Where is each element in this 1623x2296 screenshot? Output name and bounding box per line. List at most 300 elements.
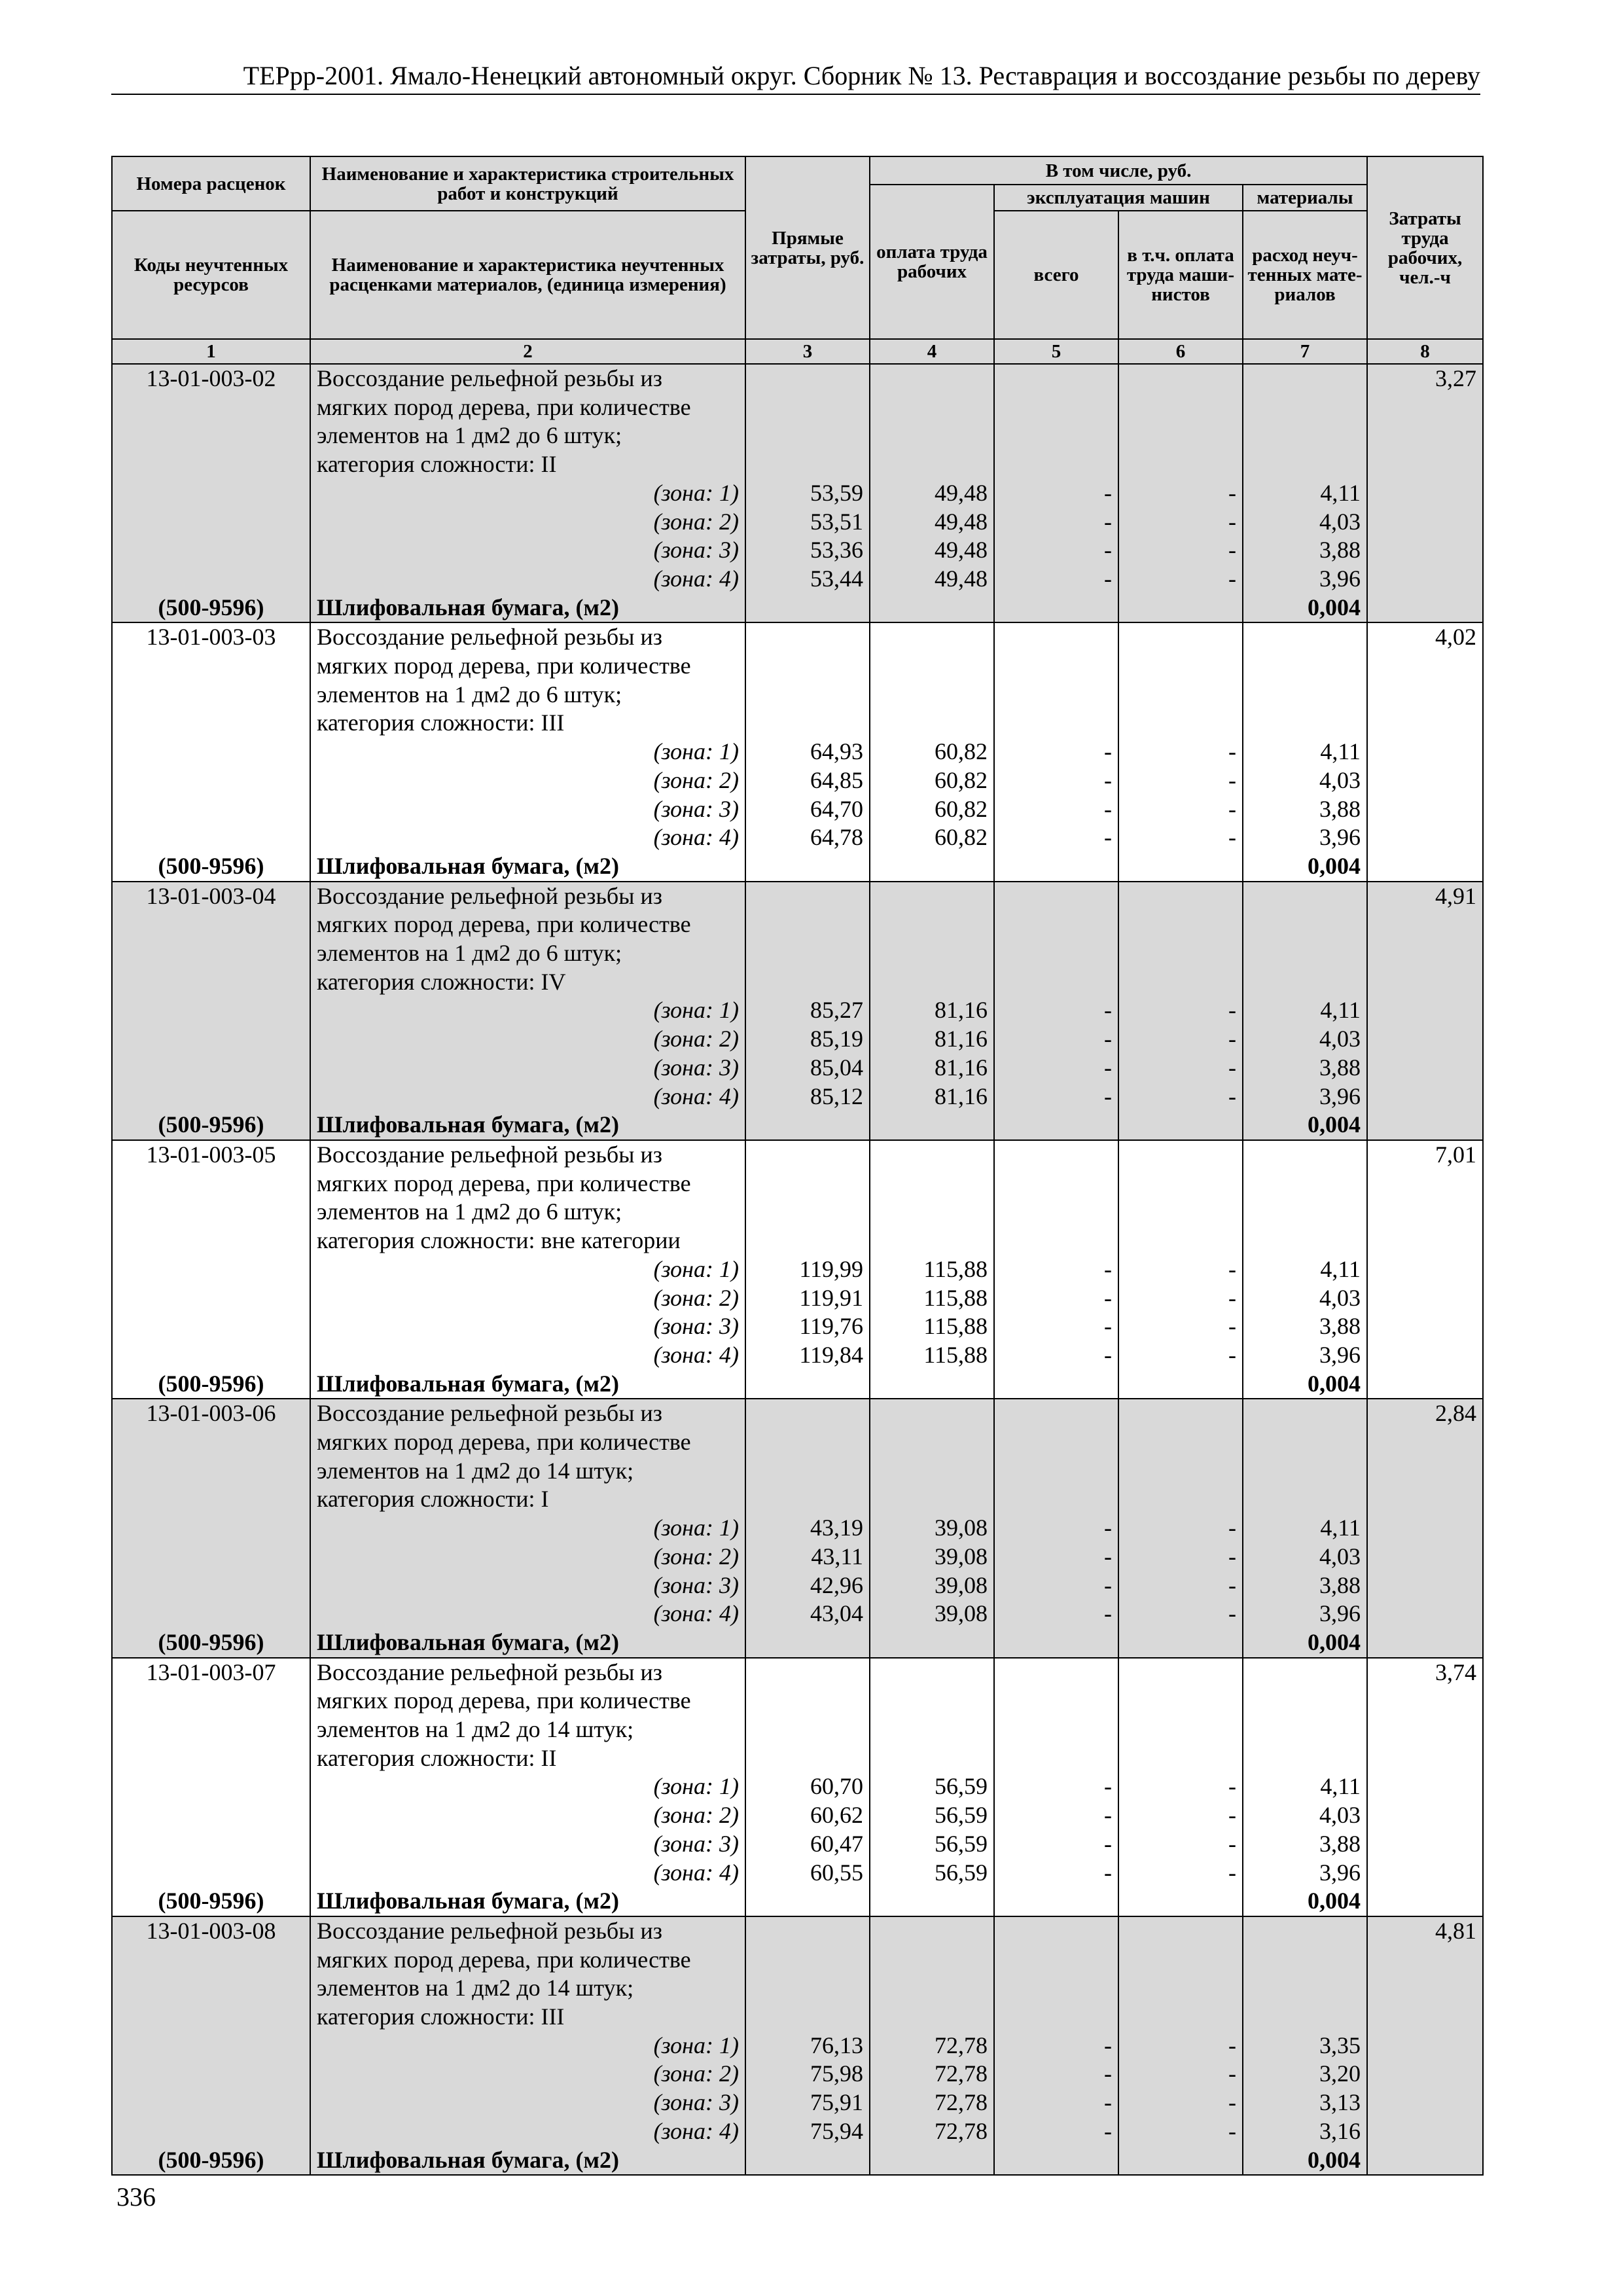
materials-value: 3,96: [1319, 824, 1361, 851]
description-line: элементов на 1 дм2 до 6 штук;: [317, 940, 622, 967]
machines-value: -: [1104, 1054, 1112, 1081]
machinist-wages-value: -: [1228, 795, 1236, 822]
direct-cost-cell: [745, 1140, 870, 1399]
machinist-wages-value: -: [1228, 2117, 1236, 2144]
zone-label: (зона: 1): [653, 479, 739, 506]
blank-line: [876, 1659, 988, 1687]
description-line: элементов на 1 дм2 до 14 штук;: [317, 1716, 634, 1743]
materials-value: 4,03: [1319, 508, 1361, 535]
blank-line: [118, 479, 304, 508]
blank-line: [752, 709, 863, 738]
materials-value: 3,96: [1319, 1341, 1361, 1368]
description-line: мягких пород дерева, при количестве: [317, 653, 691, 679]
zone-label: (зона: 1): [653, 997, 739, 1024]
materials-value: 3,88: [1319, 1571, 1361, 1598]
labor-value: 3,27: [1435, 365, 1477, 391]
blank-line: [1001, 1457, 1112, 1486]
resource-name: Шлифовальная бумага, (м2): [317, 1370, 619, 1397]
blank-line: [1001, 1744, 1112, 1773]
blank-line: [118, 652, 304, 681]
labor-value: 4,91: [1435, 882, 1477, 909]
zone-label: (зона: 1): [653, 1255, 739, 1282]
blank-line: [876, 910, 988, 939]
blank-line: [118, 1284, 304, 1313]
blank-line: [118, 565, 304, 594]
resource-name: Шлифовальная бумага, (м2): [317, 2146, 619, 2173]
blank-line: [752, 365, 863, 393]
blank-line: [752, 1659, 863, 1687]
wages-cell: [870, 1658, 994, 1916]
labor-value: 2,84: [1435, 1400, 1477, 1427]
direct-cost: 75,98: [810, 2060, 863, 2087]
description-line: категория сложности: I: [317, 1486, 549, 1513]
description-line: Воссоздание рельефной резьбы из: [317, 624, 662, 651]
blank-line: [876, 882, 988, 911]
blank-line: [1001, 1141, 1112, 1170]
blank-line: [1125, 1399, 1236, 1428]
zone-label: (зона: 2): [653, 1543, 739, 1570]
description-line: категория сложности: II: [317, 1744, 557, 1771]
blank-line: [118, 1457, 304, 1486]
materials-value: 4,11: [1320, 738, 1361, 765]
blank-line: [1249, 2003, 1361, 2032]
direct-cost: 85,12: [810, 1083, 863, 1109]
code-cell: [112, 622, 310, 881]
blank-line: [118, 968, 304, 997]
wages-value: 49,48: [935, 508, 988, 535]
blank-line: [876, 422, 988, 450]
machines-value: -: [1104, 1830, 1112, 1857]
zone-label: (зона: 1): [653, 2032, 739, 2058]
blank-line: [876, 681, 988, 709]
wages-value: 72,78: [935, 2089, 988, 2116]
machines-cell: [994, 882, 1118, 1140]
wages-value: 49,48: [935, 565, 988, 592]
labor-value: 3,74: [1435, 1659, 1477, 1685]
description-line: элементов на 1 дм2 до 6 штук;: [317, 681, 622, 708]
resource-code: (500-9596): [158, 1111, 264, 1138]
column-number: 3: [745, 339, 870, 364]
machines-value: -: [1104, 1600, 1112, 1627]
materials-header: материалы: [1243, 185, 1367, 211]
machines-value: -: [1104, 2060, 1112, 2087]
resource-code: (500-9596): [158, 1888, 264, 1914]
code-cell: [112, 1399, 310, 1657]
blank-line: [118, 1198, 304, 1227]
zone-label: (зона: 2): [653, 1284, 739, 1311]
blank-line: [118, 1428, 304, 1457]
price-table: [111, 156, 1484, 2176]
col5-header: всего: [994, 211, 1118, 339]
table-body: [112, 364, 1483, 2175]
blank-line: [752, 882, 863, 911]
blank-line: [1125, 1687, 1236, 1715]
blank-line: [1125, 1659, 1236, 1687]
blank-line: [1125, 1170, 1236, 1198]
labor-cell: [1367, 1916, 1483, 2175]
zone-label: (зона: 1): [653, 1515, 739, 1541]
wages-value: 115,88: [923, 1341, 988, 1368]
labor-cell: [1367, 1140, 1483, 1399]
blank-line: [118, 738, 304, 766]
blank-line: [1001, 450, 1112, 479]
rate-code: 13-01-003-07: [146, 1659, 276, 1685]
blank-line: [1125, 1457, 1236, 1486]
direct-cost: 64,78: [810, 824, 863, 851]
description-line: Воссоздание рельефной резьбы из: [317, 882, 662, 909]
description-line: категория сложности: II: [317, 451, 557, 478]
machinist-wages-value: -: [1228, 1600, 1236, 1627]
machinist-wages-value: -: [1228, 479, 1236, 506]
direct-cost: 60,47: [810, 1830, 863, 1857]
blank-line: [876, 1198, 988, 1227]
zone-label: (зона: 4): [653, 1859, 739, 1886]
blank-line: [1125, 450, 1236, 479]
blank-line: [876, 1141, 988, 1170]
blank-line: [1001, 1659, 1112, 1687]
blank-line: [1001, 1198, 1112, 1227]
wages-cell: [870, 882, 994, 1140]
machinist-wages-value: -: [1228, 1026, 1236, 1052]
description-line: мягких пород дерева, при количестве: [317, 1429, 691, 1456]
blank-line: [1125, 882, 1236, 911]
wages-value: 39,08: [935, 1600, 988, 1627]
direct-cost: 42,96: [810, 1571, 863, 1598]
direct-cost: 75,91: [810, 2089, 863, 2116]
wages-value: 49,48: [935, 479, 988, 506]
blank-line: [1125, 1227, 1236, 1255]
wages-value: 81,16: [935, 1026, 988, 1052]
blank-line: [1001, 968, 1112, 997]
machinist-wages-value: -: [1228, 1802, 1236, 1829]
blank-line: [1001, 1687, 1112, 1715]
resource-name: Шлифовальная бумага, (м2): [317, 852, 619, 879]
blank-line: [118, 1801, 304, 1830]
resource-code: (500-9596): [158, 852, 264, 879]
col2-bottom-header: Наименование и характеристика неучтенных расценками материалов, (единица измерения): [310, 211, 745, 339]
wages-value: 60,82: [935, 824, 988, 851]
blank-line: [1249, 1457, 1361, 1486]
materials-value: 3,88: [1319, 537, 1361, 564]
wages-value: 60,82: [935, 766, 988, 793]
direct-cost: 60,70: [810, 1773, 863, 1800]
blank-line: [752, 1428, 863, 1457]
blank-line: [118, 450, 304, 479]
blank-line: [752, 1687, 863, 1715]
labor-cell: [1367, 882, 1483, 1140]
machinist-wages-value: -: [1228, 537, 1236, 564]
resource-consumption: 0,004: [1308, 1111, 1361, 1138]
blank-line: [118, 823, 304, 852]
description-line: Воссоздание рельефной резьбы из: [317, 1659, 662, 1685]
direct-cost: 85,04: [810, 1054, 863, 1081]
blank-line: [752, 1227, 863, 1255]
description-cell: [310, 1399, 745, 1657]
description-line: мягких пород дерева, при количестве: [317, 393, 691, 420]
rate-code: 13-01-003-08: [146, 1917, 276, 1944]
resource-name: Шлифовальная бумага, (м2): [317, 1628, 619, 1655]
materials-value: 3,88: [1319, 1313, 1361, 1340]
blank-line: [1249, 1744, 1361, 1773]
description-line: мягких пород дерева, при количестве: [317, 1687, 691, 1714]
description-cell: [310, 882, 745, 1140]
rate-row: [112, 1658, 1483, 1916]
machinist-wages-cell: [1118, 1399, 1243, 1657]
machinist-wages-value: -: [1228, 1341, 1236, 1368]
zone-label: (зона: 4): [653, 1600, 739, 1627]
blank-line: [1249, 709, 1361, 738]
labor-cell: [1367, 1399, 1483, 1657]
machines-header: эксплуатация машин: [994, 185, 1243, 211]
wages-value: 72,78: [935, 2117, 988, 2144]
blank-line: [1001, 1428, 1112, 1457]
resource-consumption: 0,004: [1308, 1370, 1361, 1397]
blank-line: [752, 1457, 863, 1486]
direct-cost: 76,13: [810, 2032, 863, 2058]
blank-line: [1001, 1170, 1112, 1198]
resource-code: (500-9596): [158, 1370, 264, 1397]
direct-cost: 119,76: [799, 1313, 863, 1340]
wages-value: 115,88: [923, 1313, 988, 1340]
blank-line: [1001, 1974, 1112, 2003]
rate-code: 13-01-003-03: [146, 624, 276, 651]
machines-cell: [994, 1140, 1118, 1399]
materials-value: 3,96: [1319, 565, 1361, 592]
machines-value: -: [1104, 997, 1112, 1024]
blank-line: [876, 1946, 988, 1975]
wages-cell: [870, 1399, 994, 1657]
blank-line: [1125, 1974, 1236, 2003]
blank-line: [118, 766, 304, 795]
materials-cell: [1243, 364, 1367, 622]
blank-line: [118, 393, 304, 422]
machinist-wages-value: -: [1228, 1083, 1236, 1109]
blank-line: [1125, 1485, 1236, 1514]
blank-line: [1001, 623, 1112, 652]
blank-line: [1125, 2003, 1236, 2032]
direct-cost: 119,99: [799, 1255, 863, 1282]
blank-line: [1249, 623, 1361, 652]
wages-value: 60,82: [935, 795, 988, 822]
blank-line: [118, 1974, 304, 2003]
resource-name: Шлифовальная бумага, (м2): [317, 594, 619, 620]
machinist-wages-cell: [1118, 1658, 1243, 1916]
description-line: мягких пород дерева, при количестве: [317, 1170, 691, 1196]
machines-value: -: [1104, 1515, 1112, 1541]
blank-line: [118, 681, 304, 709]
materials-value: 3,16: [1319, 2117, 1361, 2144]
materials-value: 3,20: [1319, 2060, 1361, 2087]
blank-line: [876, 1227, 988, 1255]
rate-code: 13-01-003-02: [146, 365, 276, 391]
page-header: ТЕРрр-2001. Ямало-Ненецкий автономный округ. Сборник № 13. Реставрация и воссоздание резьбы по дереву: [243, 61, 1480, 90]
description-cell: [310, 364, 745, 622]
direct-cost: 119,91: [799, 1284, 863, 1311]
blank-line: [876, 709, 988, 738]
blank-line: [1001, 652, 1112, 681]
blank-line: [752, 939, 863, 968]
materials-value: 3,96: [1319, 1600, 1361, 1627]
wages-value: 49,48: [935, 537, 988, 564]
blank-line: [1001, 393, 1112, 422]
zone-label: (зона: 1): [653, 738, 739, 765]
machines-value: -: [1104, 2089, 1112, 2116]
resource-code: (500-9596): [158, 594, 264, 620]
blank-line: [1249, 1141, 1361, 1170]
blank-line: [118, 2060, 304, 2089]
materials-value: 3,88: [1319, 795, 1361, 822]
resource-consumption: 0,004: [1308, 594, 1361, 620]
column-number: 8: [1367, 339, 1483, 364]
materials-value: 3,96: [1319, 1083, 1361, 1109]
wages-value: 56,59: [935, 1802, 988, 1829]
blank-line: [1001, 1917, 1112, 1946]
direct-cost: 43,19: [810, 1515, 863, 1541]
blank-line: [752, 1715, 863, 1744]
machines-value: -: [1104, 537, 1112, 564]
resource-code: (500-9596): [158, 2146, 264, 2173]
page-number: 336: [116, 2182, 156, 2212]
machinist-wages-value: -: [1228, 1313, 1236, 1340]
blank-line: [1125, 623, 1236, 652]
blank-line: [876, 1687, 988, 1715]
blank-line: [752, 1946, 863, 1975]
resource-name: Шлифовальная бумага, (м2): [317, 1888, 619, 1914]
wages-value: 56,59: [935, 1859, 988, 1886]
blank-line: [1001, 910, 1112, 939]
resource-consumption: 0,004: [1308, 1888, 1361, 1914]
col2-top-header: Наименование и характеристика строительных работ и конструкций: [310, 156, 745, 211]
rate-row: [112, 364, 1483, 622]
description-line: Воссоздание рельефной резьбы из: [317, 1400, 662, 1427]
direct-cost-cell: [745, 364, 870, 622]
materials-cell: [1243, 1916, 1367, 2175]
description-line: мягких пород дерева, при количестве: [317, 1946, 691, 1973]
blank-line: [752, 1485, 863, 1514]
column-number: 6: [1118, 339, 1243, 364]
materials-value: 3,13: [1319, 2089, 1361, 2116]
blank-line: [1125, 1917, 1236, 1946]
machinist-wages-value: -: [1228, 1543, 1236, 1570]
blank-line: [1249, 422, 1361, 450]
blank-line: [1125, 1946, 1236, 1975]
col4-header: оплата труда рабочих: [870, 185, 994, 339]
blank-line: [752, 968, 863, 997]
direct-cost: 60,55: [810, 1859, 863, 1886]
machines-cell: [994, 364, 1118, 622]
zone-label: (зона: 3): [653, 537, 739, 564]
zone-label: (зона: 3): [653, 1313, 739, 1340]
materials-value: 4,11: [1320, 997, 1361, 1024]
zone-label: (зона: 4): [653, 1083, 739, 1109]
blank-line: [876, 450, 988, 479]
direct-cost: 53,44: [810, 565, 863, 592]
blank-line: [1001, 681, 1112, 709]
blank-line: [752, 1744, 863, 1773]
blank-line: [1001, 882, 1112, 911]
blank-line: [752, 1170, 863, 1198]
machines-cell: [994, 1658, 1118, 1916]
blank-line: [752, 1141, 863, 1170]
direct-cost-cell: [745, 1399, 870, 1657]
blank-line: [752, 450, 863, 479]
direct-cost: 53,51: [810, 508, 863, 535]
machinist-wages-value: -: [1228, 1571, 1236, 1598]
wages-cell: [870, 364, 994, 622]
machines-value: -: [1104, 1773, 1112, 1800]
blank-line: [752, 2003, 863, 2032]
machines-value: -: [1104, 1802, 1112, 1829]
machines-cell: [994, 622, 1118, 881]
blank-line: [876, 623, 988, 652]
blank-line: [1249, 450, 1361, 479]
blank-line: [1125, 422, 1236, 450]
blank-line: [1001, 365, 1112, 393]
blank-line: [1249, 1917, 1361, 1946]
blank-line: [118, 1543, 304, 1571]
direct-cost-cell: [745, 622, 870, 881]
blank-line: [1125, 365, 1236, 393]
machines-value: -: [1104, 2032, 1112, 2058]
blank-line: [752, 1974, 863, 2003]
blank-line: [1125, 1744, 1236, 1773]
blank-line: [876, 1457, 988, 1486]
code-cell: [112, 364, 310, 622]
blank-line: [1125, 1198, 1236, 1227]
blank-line: [1249, 882, 1361, 911]
direct-cost-cell: [745, 1916, 870, 2175]
blank-line: [1001, 1715, 1112, 1744]
machines-value: -: [1104, 1255, 1112, 1282]
materials-value: 3,88: [1319, 1054, 1361, 1081]
blank-line: [1249, 1715, 1361, 1744]
machines-value: -: [1104, 824, 1112, 851]
blank-line: [118, 1485, 304, 1514]
blank-line: [1125, 393, 1236, 422]
materials-value: 4,03: [1319, 1802, 1361, 1829]
materials-value: 4,03: [1319, 1543, 1361, 1570]
code-cell: [112, 1916, 310, 2175]
materials-value: 4,03: [1319, 1026, 1361, 1052]
description-line: категория сложности: III: [317, 709, 565, 736]
machines-value: -: [1104, 1313, 1112, 1340]
zone-label: (зона: 2): [653, 1026, 739, 1052]
materials-value: 4,03: [1319, 766, 1361, 793]
machinist-wages-value: -: [1228, 738, 1236, 765]
direct-cost: 85,27: [810, 997, 863, 1024]
code-cell: [112, 1658, 310, 1916]
blank-line: [1125, 1428, 1236, 1457]
machinist-wages-value: -: [1228, 565, 1236, 592]
blank-line: [876, 1744, 988, 1773]
blank-line: [1249, 1227, 1361, 1255]
blank-line: [118, 2003, 304, 2032]
blank-line: [118, 2089, 304, 2117]
blank-line: [118, 1514, 304, 1543]
zone-label: (зона: 2): [653, 508, 739, 535]
materials-cell: [1243, 622, 1367, 881]
blank-line: [1249, 939, 1361, 968]
machinist-wages-value: -: [1228, 2089, 1236, 2116]
blank-line: [1125, 1141, 1236, 1170]
direct-cost: 43,04: [810, 1600, 863, 1627]
blank-line: [1125, 1715, 1236, 1744]
machines-value: -: [1104, 1859, 1112, 1886]
blank-line: [1249, 1170, 1361, 1198]
direct-cost: 75,94: [810, 2117, 863, 2144]
zone-label: (зона: 4): [653, 2117, 739, 2144]
materials-cell: [1243, 1140, 1367, 1399]
